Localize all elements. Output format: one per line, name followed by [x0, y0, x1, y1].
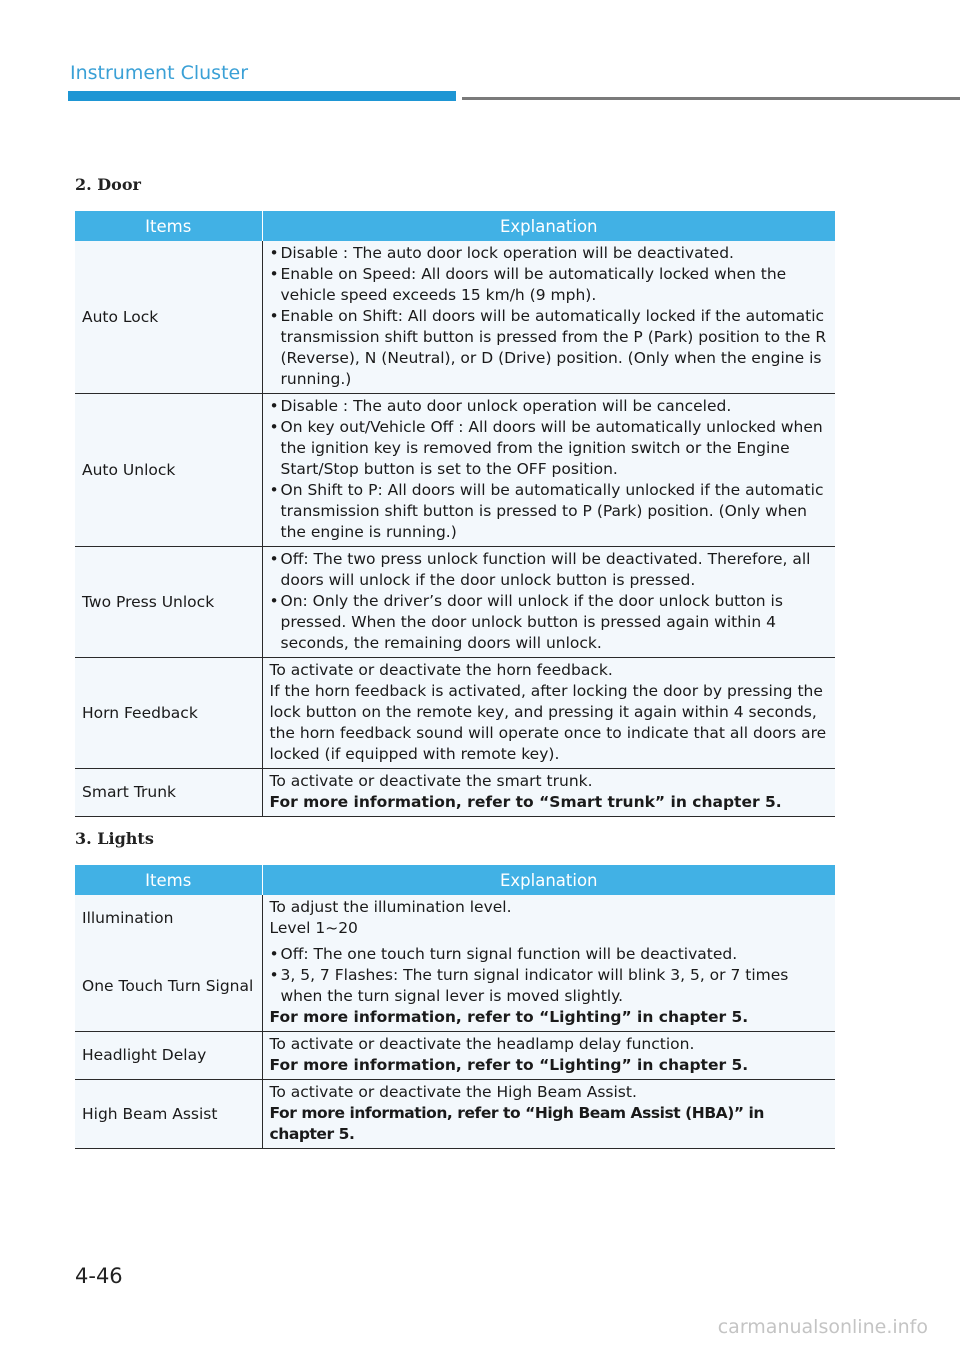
section-title-lights: 3. Lights — [75, 829, 154, 848]
section-title-door: 2. Door — [75, 175, 141, 194]
item-name: Illumination — [75, 895, 262, 942]
bullet-item: • Enable on Shift: All doors will be automatically locked if the automatic transmission shift button is pressed from the P (Park) position to the R (Reverse), N (Neutral), or D (Drive) position. (Only when the engine is running.) — [270, 306, 831, 390]
column-header-items: Items — [75, 865, 262, 895]
lights-settings-table — [75, 865, 835, 1149]
explanation-text: To adjust the illumination level. — [269, 898, 512, 916]
item-name: Auto Unlock — [75, 394, 262, 547]
header-title: Instrument Cluster — [70, 62, 249, 84]
explanation-text: If the horn feedback is activated, after locking the door by pressing the lock button on the remote key, and pressing it again within 4 seconds, the horn feedback sound will operate once to indicate that all doors are locked (if equipped with remote key). — [269, 682, 827, 763]
watermark: carmanualsonline.info — [717, 1316, 928, 1338]
reference-note: For more information, refer to “Smart trunk” in chapter 5. — [269, 793, 782, 811]
bullet-item: • On Shift to P: All doors will be automatically unlocked if the automatic transmission shift button is pressed to P (Park) position. (Only when the engine is running.) — [270, 480, 831, 543]
table-row — [75, 895, 835, 942]
bullet-item: • 3, 5, 7 Flashes: The turn signal indicator will blink 3, 5, or 7 times when the turn signal lever is moved slightly. — [270, 965, 831, 1007]
bullet-item: • Disable : The auto door lock operation will be deactivated. — [270, 243, 831, 264]
table-row — [75, 658, 835, 769]
item-name: Auto Lock — [75, 241, 262, 394]
table-row — [75, 769, 835, 817]
item-name: Horn Feedback — [75, 658, 262, 769]
header-rule — [462, 97, 960, 100]
reference-note: For more information, refer to “High Beam Assist (HBA)” in chapter 5. — [269, 1104, 764, 1143]
header-accent-bar — [68, 91, 456, 101]
bullet-item: • Enable on Speed: All doors will be automatically locked when the vehicle speed exceeds 15 km/h (9 mph). — [270, 264, 831, 306]
bullet-item: • On key out/Vehicle Off : All doors will be automatically unlocked when the ignition key is removed from the ignition switch or the Engine Start/Stop button is set to the OFF position. — [270, 417, 831, 480]
bullet-item: • Disable : The auto door unlock operation will be canceled. — [270, 396, 831, 417]
column-header-explanation: Explanation — [262, 865, 835, 895]
table-header-row — [75, 865, 835, 895]
bullet-item: • Off: The one touch turn signal function will be deactivated. — [270, 944, 831, 965]
item-explanation — [262, 1080, 835, 1149]
item-explanation — [262, 547, 835, 658]
item-explanation — [262, 658, 835, 769]
column-header-explanation: Explanation — [262, 211, 835, 241]
table-row — [75, 942, 835, 1032]
table-row — [75, 547, 835, 658]
table-row — [75, 394, 835, 547]
table-row — [75, 1032, 835, 1080]
explanation-text: Level 1~20 — [269, 919, 358, 937]
item-name: Headlight Delay — [75, 1032, 262, 1080]
item-name: High Beam Assist — [75, 1080, 262, 1149]
item-explanation — [262, 394, 835, 547]
bullet-item: • Off: The two press unlock function will be deactivated. Therefore, all doors will unlock if the door unlock button is pressed. — [270, 549, 831, 591]
bullet-item: • On: Only the driver’s door will unlock if the door unlock button is pressed. When the door unlock button is pressed again within 4 seconds, the remaining doors will unlock. — [270, 591, 831, 654]
item-name: Two Press Unlock — [75, 547, 262, 658]
reference-note: For more information, refer to “Lighting” in chapter 5. — [269, 1056, 749, 1074]
table-row — [75, 241, 835, 394]
explanation-text: To activate or deactivate the horn feedback. — [269, 661, 613, 679]
item-name: One Touch Turn Signal — [75, 942, 262, 1032]
reference-note: For more information, refer to “Lighting” in chapter 5. — [269, 1008, 749, 1026]
explanation-text: To activate or deactivate the smart trunk. — [269, 772, 593, 790]
column-header-items: Items — [75, 211, 262, 241]
explanation-text: To activate or deactivate the High Beam Assist. — [269, 1083, 637, 1101]
table-header-row — [75, 211, 835, 241]
explanation-text: To activate or deactivate the headlamp delay function. — [269, 1035, 695, 1053]
item-explanation — [262, 241, 835, 394]
item-explanation — [262, 769, 835, 817]
page-number: 4-46 — [75, 1264, 123, 1288]
item-explanation — [262, 1032, 835, 1080]
door-settings-table — [75, 211, 835, 817]
item-name: Smart Trunk — [75, 769, 262, 817]
item-explanation — [262, 895, 835, 942]
item-explanation — [262, 942, 835, 1032]
table-row — [75, 1080, 835, 1149]
